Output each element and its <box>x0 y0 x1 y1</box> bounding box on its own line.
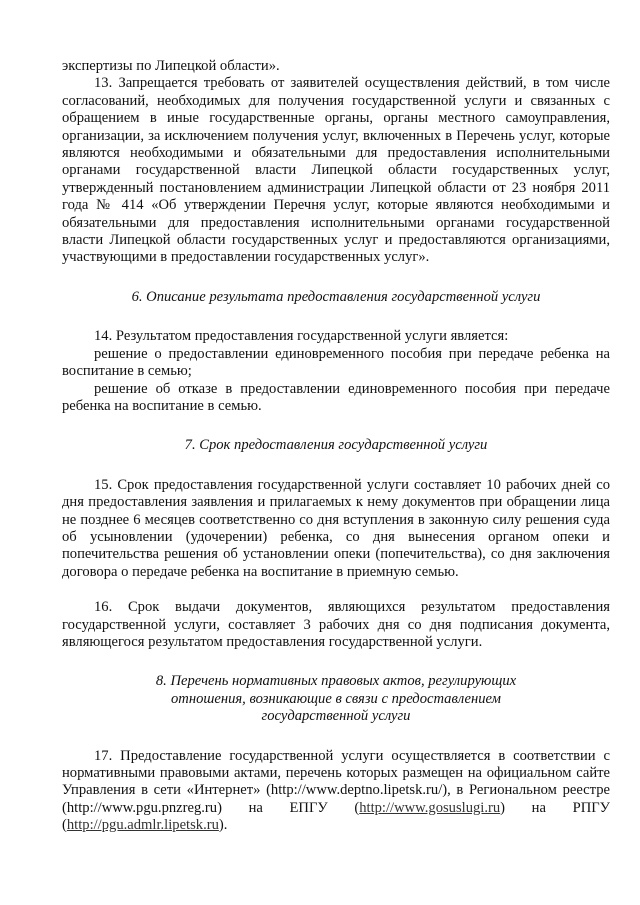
rpgu-link[interactable]: http://pgu.admlr.lipetsk.ru <box>66 817 219 834</box>
section-heading-8-line-3: государственной услуги <box>261 708 411 725</box>
paragraph-13: 13. Запрещается требовать от заявителей осуществления действий, в том числе согласований, необходимых для получения государственной услуги и связанных с обращением в иные государственные органы, органы местного самоуправления, организации, за исключением получения услуг, включенных в Перечень услуг, которые являются необходимыми и обязательными для предоставления исполнительными органами государственной власти Липецкой области государственных услуг, утвержденный постановлением администрации Липецкой области от 23 ноября 2011 года № 414 «Об утверждении Перечня услуг, которые являются необходимыми и обязательными для предоставления исполнительными органами государственной власти Липецкой области государственных услуг и предоставляются организациями, участвующими в предоставлении государственных услуг». <box>62 75 610 266</box>
section-heading-8-line-2: отношения, возникающие в связи с предоставлением <box>171 690 501 707</box>
paragraph-continuation: экспертизы по Липецкой области». <box>62 58 280 74</box>
section-heading-8-line-1: 8. Перечень нормативных правовых актов, регулирующих <box>155 673 517 690</box>
paragraph-17-text: 17. Предоставление государственной услуги осуществляется в соответствии с нормативными правовыми актами, перечень которых размещен на официальном сайте Управления в сети «Интернет» (http://www.deptno.lipetsk.ru/), в Региональном реестре (http://www.pgu.pnzreg.ru) на ЕПГУ ( <box>62 747 610 816</box>
paragraph-14-item-2: решение об отказе в предоставлении единовременного пособия при передаче ребенка на воспитание в семью. <box>62 380 610 414</box>
paragraph-17-text-mid: ) на РПГУ ( <box>62 799 610 834</box>
paragraph-15: 15. Срок предоставления государственной услуги составляет 10 рабочих дней со дня предоставления заявления и прилагаемых к нему документов при обращении лица не позднее 6 месяцев соответственно со дня вступления в законную силу решения суда об усыновлении (удочерении) ребенка, со дня вынесения органом опеки и попечительства решения об установлении опеки (попечительства), со дня заключения договора о передаче ребенка на воспитание в приемную семью. <box>62 476 610 580</box>
gosuslugi-link[interactable]: http://www.gosuslugi.ru <box>359 799 501 816</box>
section-heading-6: 6. Описание результата предоставления государственной услуги <box>131 288 541 305</box>
paragraph-14: 14. Результатом предоставления государственной услуги является: <box>94 328 509 345</box>
paragraph-17 <box>62 748 610 835</box>
paragraph-16: 16. Срок выдачи документов, являющихся результатом предоставления государственной услуги, составляет 3 рабочих дня со дня подписания документа, являющегося результатом предоставления государственной услуги. <box>62 599 610 650</box>
document-page <box>62 58 610 835</box>
paragraph-14-item-1: решение о предоставлении единовременного пособия при передаче ребенка на воспитание в семью; <box>62 345 610 380</box>
section-heading-7: 7. Срок предоставления государственной услуги <box>184 437 488 454</box>
section-heading-8 <box>62 673 610 725</box>
paragraph-17-text-end: ). <box>218 817 228 834</box>
